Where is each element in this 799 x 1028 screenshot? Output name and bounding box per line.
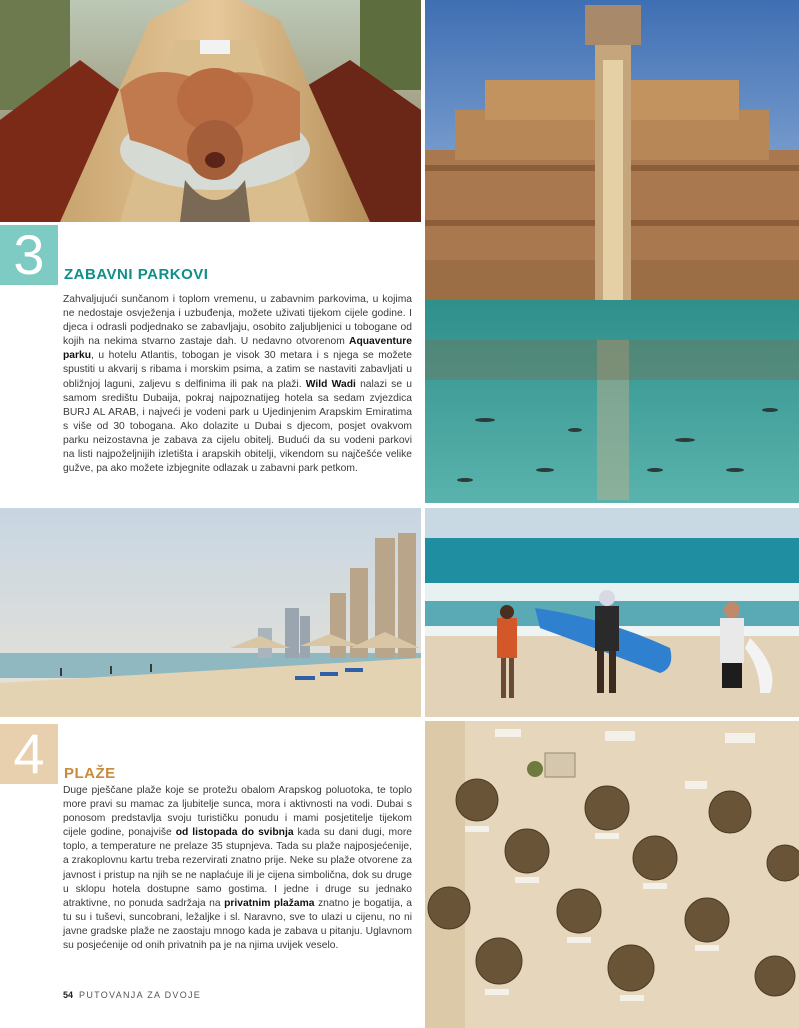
section-title: PLAŽE: [64, 765, 116, 782]
aerial-beach-illustration: [425, 721, 799, 1028]
body-text-segment: Zahvaljujući sunčanom i toplom vremenu, u zabavnim parkovima, u kojima ne nedostaje osvježenja i uzbuđenja, možete uživati tijekom cijele godine. I djeca i odrasli podjednako se zabavljaju, osobito zaljubljenici u tobogane od kojih na nekima stvarno zastaje dah. U nedavno otvorenom: [63, 294, 412, 348]
highlighted-term: Wild Wadi: [305, 378, 356, 390]
section-number: 3: [13, 223, 45, 286]
section-number: 4: [13, 722, 45, 785]
body-text-segment: kada su dani dugi, more toplo, a temperature ne prelaze 35 stupnjeva. Tada su plaže najposjećenije, a zrakoplovnu kartu treba rezervirati znatno prije. Neke su plaže otvorene za javnost i pristup na njih se ne naplaćuje ili je cijena simbolična, dok su druge u sklopu hotela dostupne samo gostima. I jedne i druge su jednako atraktivne, no ponuda sadržaja na: [63, 827, 412, 909]
page-number: 54: [63, 990, 74, 1000]
photo-beach-skyline: [0, 508, 421, 717]
body-text-segment: nalazi se u samom središtu Dubaija, pokraj najpoznatijeg hotela sa sedam zvjezdica BURJ AL ARAB, i najveći je vodeni park u Ujedinjenim Arapskim Emiratima s više od 30 tobogana. Ako dolazite u Dubai s djecom, posjet ovakvom parku neizostavna je zabava za cijelu obitelj. Budući da su vodeni parkovi na listi najpoželjnijih izletišta i arapskih obitelji, vikendom su najčešće velike gužve, pa ako možete izbjegnite odlazak u zabavni park petkom.: [63, 378, 412, 475]
highlighted-term: Aquaventure parku: [63, 336, 412, 362]
aquaventure-tower-illustration: [425, 0, 799, 503]
section-body-text: [63, 293, 412, 476]
photo-surfers: [425, 508, 799, 717]
highlighted-term: od listopada do svibnja: [175, 827, 294, 839]
section-title: ZABAVNI PARKOVI: [64, 266, 209, 283]
photo-aerial-beach-umbrellas: [425, 721, 799, 1028]
water-slide-rider-illustration: [0, 0, 421, 222]
body-text-segment: , u hotelu Atlantis, tobogan je visok 30 metara i s njega se možete spustiti u akvarij s ribama i morskim psima, a zatim se nastaviti zabavljati u obližnjoj laguni, zaljevu s delfinima ili pak na plaži.: [63, 350, 412, 390]
body-text-segment: znatno je bogatija, a tu su i tuševi, suncobrani, ležaljke i sl. Naravno, sve to ulazi u cijenu, no ni javne gradske plaže ne zaostaju mnogo kada je zabava u pitanju. Uglavnom su posjećenije od onih privatnih pa je na njima uvijek veselo.: [63, 897, 413, 952]
surfers-illustration: [425, 508, 799, 717]
page-footer: [63, 990, 201, 1000]
body-text-segment: Duge pješčane plaže koje se protežu obalom Arapskog poluotoka, te toplo more pravi su mamac za ljubitelje sunca, mora i aktivnosti na vodi. Dubai s ponosom predstavlja svoju turističku ponudu i mami posjetitelje tijekom cijele godine, ponajviše: [63, 785, 412, 839]
photo-water-slide-rider: [0, 0, 421, 222]
section-body-text: [63, 784, 412, 953]
section-number-box: [0, 724, 58, 784]
section-number-box: [0, 225, 58, 285]
photo-aquaventure-tower: [425, 0, 799, 503]
beach-skyline-illustration: [0, 508, 421, 717]
magazine-name: PUTOVANJA ZA DVOJE: [79, 990, 202, 1000]
highlighted-term: privatnim plažama: [224, 897, 315, 909]
